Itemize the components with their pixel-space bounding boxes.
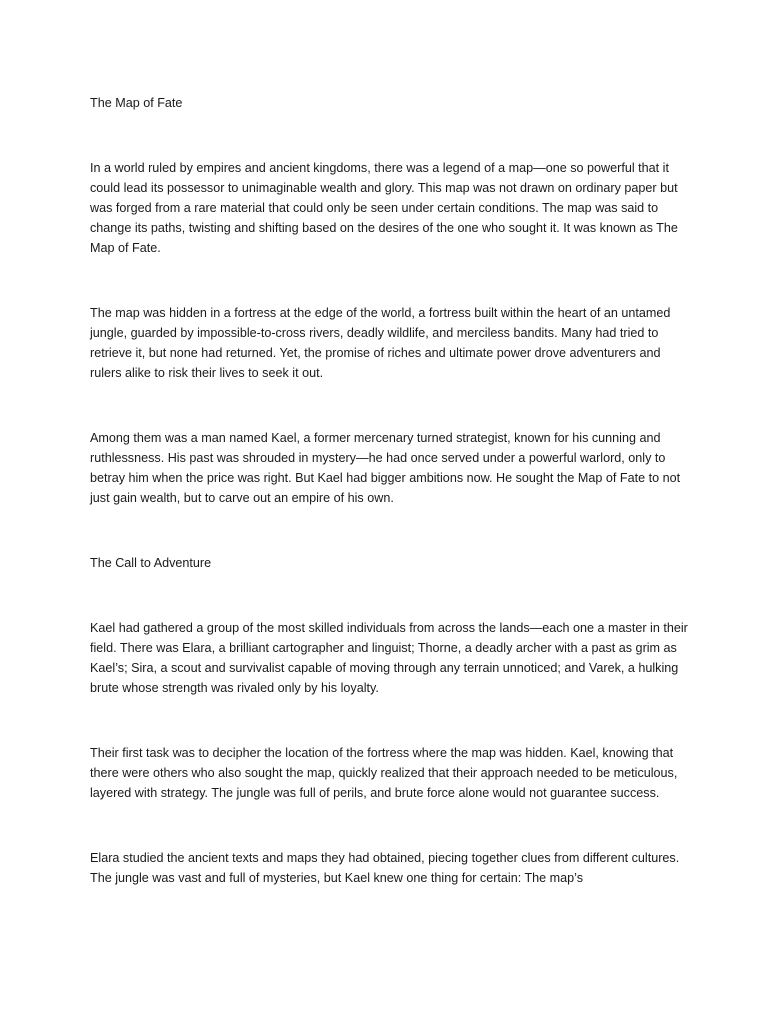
paragraph: Elara studied the ancient texts and maps they had obtained, piecing together clues from different cultures. The jungle was vast and full of mysteries, but Kael knew one thing for certain: The map’s [90,851,680,885]
paragraph: The map was hidden in a fortress at the edge of the world, a fortress built within the heart of an untamed jungle, guarded by impossible-to-cross rivers, deadly wildlife, and merciless bandits. Many had tried to retrieve it, but none had returned. Yet, the promise of riches and ultimate power drove adventurers and rulers alike to risk their lives to seek it out. [90,306,671,380]
document-body [90,93,690,888]
paragraph: In a world ruled by empires and ancient kingdoms, there was a legend of a map—one so powerful that it could lead its possessor to unimaginable wealth and glory. This map was not drawn on ordinary paper but was forged from a rare material that could only be seen under certain conditions. The map was said to change its paths, twisting and shifting based on the desires of the one who sought it. It was known as The Map of Fate. [90,161,678,255]
paragraph: Their first task was to decipher the location of the fortress where the map was hidden. Kael, knowing that there were others who also sought the map, quickly realized that their approach needed to be meticulous, layered with strategy. The jungle was full of perils, and brute force alone would not guarantee success. [90,746,678,800]
paragraph: Kael had gathered a group of the most skilled individuals from across the lands—each one a master in their field. There was Elara, a brilliant cartographer and linguist; Thorne, a deadly archer with a past as grim as Kael’s; Sira, a scout and survivalist capable of moving through any terrain unnoticed; and Varek, a hulking brute whose strength was rivaled only by his loyalty. [90,621,688,695]
document-title: The Map of Fate [90,96,183,110]
paragraph: Among them was a man named Kael, a former mercenary turned strategist, known for his cunning and ruthlessness. His past was shrouded in mystery—he had once served under a powerful warlord, only to betray him when the price was right. But Kael had bigger ambitions now. He sought the Map of Fate to not just gain wealth, but to carve out an empire of his own. [90,431,681,505]
section-heading: The Call to Adventure [90,556,212,570]
